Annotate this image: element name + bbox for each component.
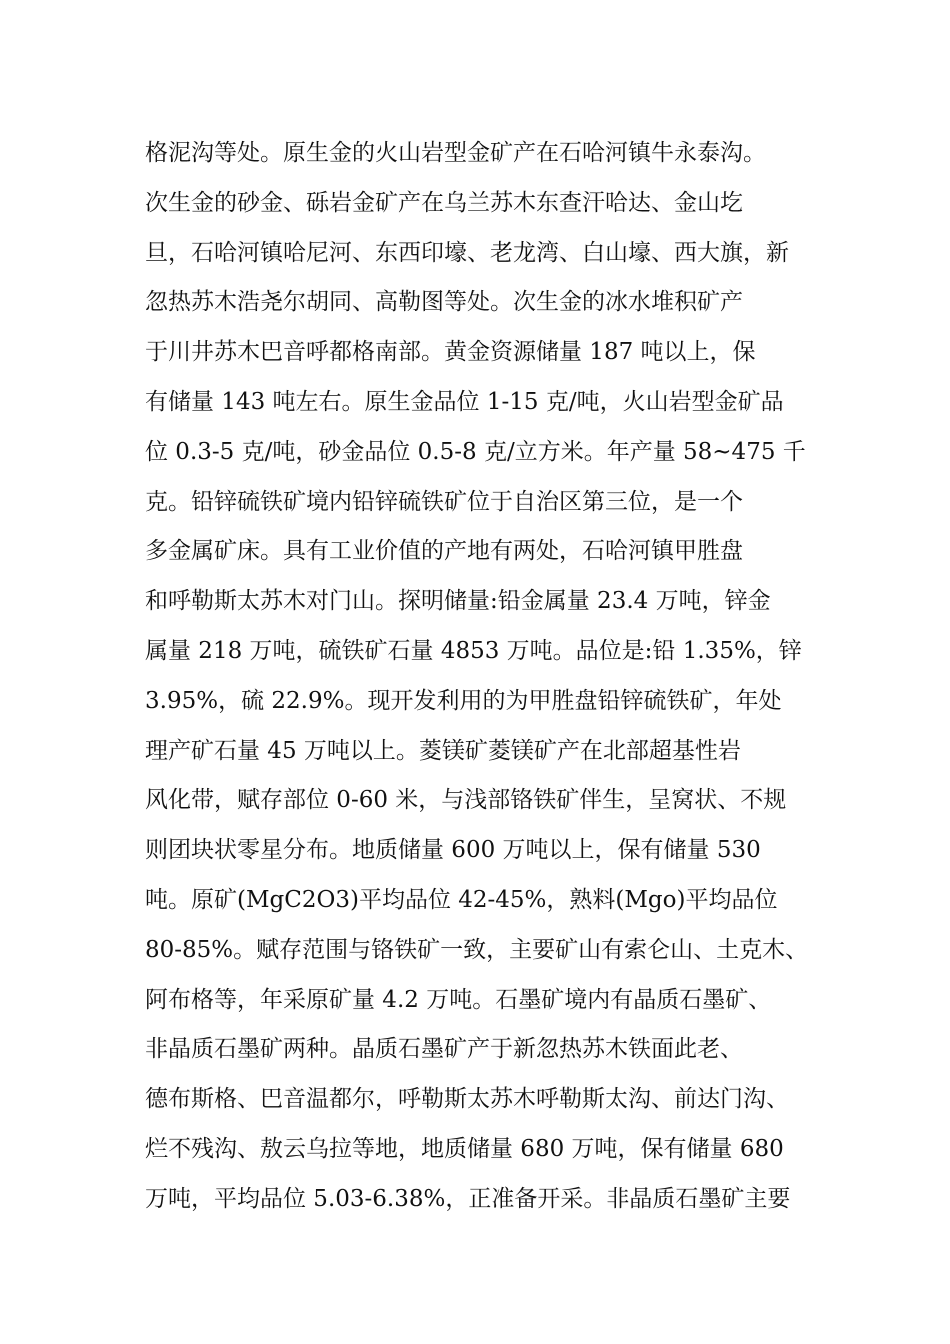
text-line-15: 则团块状零星分布。地质储量 600 万吨以上，保有储量 530 xyxy=(145,837,761,864)
text-line-18: 阿布格等，年采原矿量 4.2 万吨。石墨矿境内有晶质石墨矿、 xyxy=(145,986,772,1013)
text-line-1: 格泥沟等处。原生金的火山岩型金矿产在石哈河镇牛永泰沟。 xyxy=(145,140,766,166)
text-line-8: 克。铅锌硫铁矿境内铅锌硫铁矿位于自治区第三位，是一个 xyxy=(145,488,743,515)
text-line-4: 忽热苏木浩尧尔胡同、高勒图等处。次生金的冰水堆积矿产 xyxy=(145,289,743,316)
text-line-14: 风化带，赋存部位 0-60 米，与浅部铬铁矿伴生，呈窝状、不规 xyxy=(145,787,787,814)
text-line-21: 烂不残沟、敖云乌拉等地，地质储量 680 万吨，保有储量 680 xyxy=(145,1135,784,1162)
text-line-3: 旦，石哈河镇哈尼河、东西印壕、老龙湾、白山壕、西大旗，新 xyxy=(145,239,789,266)
body-paragraph xyxy=(145,129,825,1225)
text-line-5: 于川井苏木巴音呼都格南部。黄金资源储量 187 吨以上，保 xyxy=(145,339,756,366)
text-line-13: 理产矿石量 45 万吨以上。菱镁矿菱镁矿产在北部超基性岩 xyxy=(145,737,741,764)
text-line-10: 和呼勒斯太苏木对门山。探明储量:铅金属量 23.4 万吨，锌金 xyxy=(145,588,771,615)
text-line-20: 德布斯格、巴音温都尔，呼勒斯太苏木呼勒斯太沟、前达门沟、 xyxy=(145,1086,789,1113)
text-line-17: 80-85%。赋存范围与铬铁矿一致，主要矿山有索仑山、土克木、 xyxy=(145,936,809,963)
text-line-22: 万吨，平均品位 5.03-6.38%，正准备开采。非晶质石墨矿主要 xyxy=(145,1185,791,1212)
text-line-11: 属量 218 万吨，硫铁矿石量 4853 万吨。品位是:铅 1.35%，锌 xyxy=(145,637,802,664)
text-line-2: 次生金的砂金、砾岩金矿产在乌兰苏木东查汗哈达、金山圪 xyxy=(145,189,743,216)
text-line-9: 多金属矿床。具有工业价值的产地有两处，石哈河镇甲胜盘 xyxy=(145,538,743,565)
text-line-19: 非晶质石墨矿两种。晶质石墨矿产于新忽热苏木铁面此老、 xyxy=(145,1036,743,1063)
text-line-12: 3.95%，硫 22.9%。现开发利用的为甲胜盘铅锌硫铁矿，年处 xyxy=(145,687,782,714)
text-line-16: 吨。原矿(MgC2O3)平均品位 42-45%，熟料(Mgo)平均品位 xyxy=(145,886,778,913)
text-line-6: 有储量 143 吨左右。原生金品位 1-15 克/吨，火山岩型金矿品 xyxy=(145,388,784,415)
text-line-7: 位 0.3-5 克/吨，砂金品位 0.5-8 克/立方米。年产量 58~475 千 xyxy=(145,438,806,465)
